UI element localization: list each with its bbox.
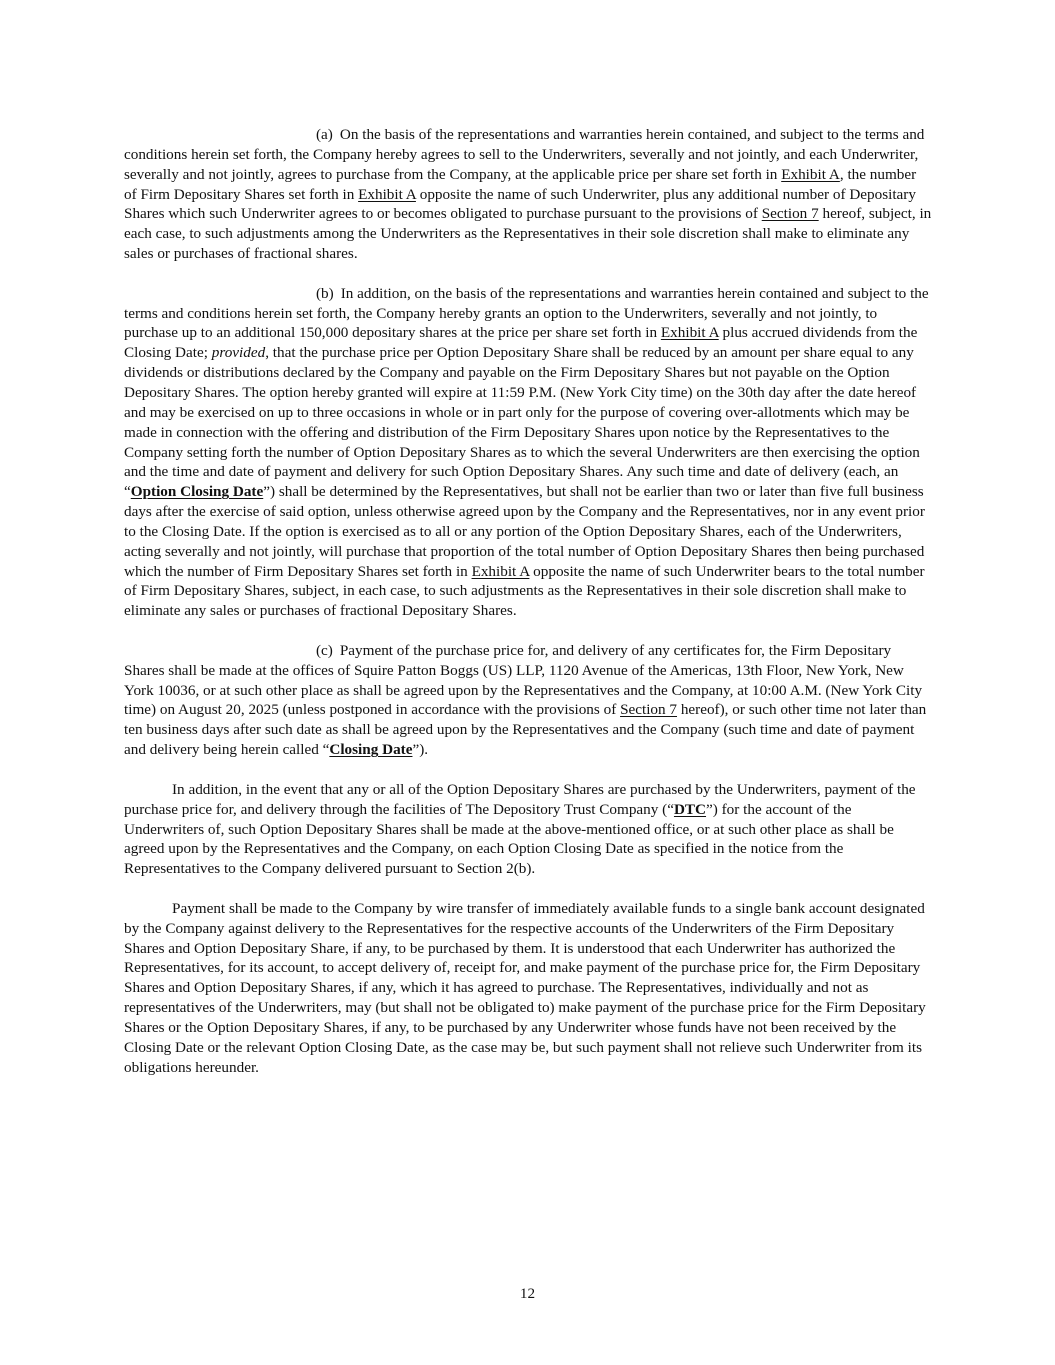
- document-page: [124, 125, 932, 1097]
- paragraph-c-label: (c): [316, 641, 333, 659]
- defined-term-option-closing-date: Option Closing Date: [130, 483, 264, 501]
- paragraph-b-text-5: opposite the name of such Underwriter bears to the total number of Firm Depositary Shares, subject, in each case, to such adjustments as the Representatives in their sole discretion shall make to eliminate any sales or purchases of fractional Depositary Shares.: [124, 562, 925, 620]
- paragraph-a-label: (a): [316, 126, 333, 143]
- section-7-reference: Section 7: [761, 205, 819, 223]
- section-7-reference: Section 7: [620, 701, 678, 719]
- paragraph-d-text-2: ”) for the account of the Underwriters of, such Option Depositary Shares shall be made at the above-mentioned office, or at such other place as shall be agreed upon by the Representatives and the Company, on each Option Closing Date as specified in the notice from the Representatives to the Company delivered pursuant to Section 2(b).: [124, 800, 894, 878]
- paragraph-c: [124, 641, 932, 760]
- paragraph-c-text-3: ”).: [412, 741, 429, 759]
- paragraph-option-delivery: [124, 780, 932, 879]
- paragraph-d-text-1: In addition, in the event that any or all of the Option Depositary Shares are purchased by the Underwriters, payment of the purchase price for, and delivery through the facilities of The Depository Trust Company (“: [124, 780, 916, 818]
- paragraph-a-text-4: hereof, subject, in each case, to such adjustments among the Underwriters as the Representatives in their sole discretion shall make to eliminate any sales or purchases of fractional shares.: [124, 205, 932, 263]
- paragraph-b-text-4: ”) shall be determined by the Representatives, but shall not be earlier than two or later than five full business days after the exercise of said option, unless otherwise agreed upon by the Company and the Representatives, nor in any event prior to the Closing Date. If the option is exercised as to all or any portion of the Option Depositary Shares, each of the Underwriters, acting severally and not jointly, will purchase that proportion of the total number of Option Depositary Shares then being purchased which the number of Firm Depositary Shares set forth in: [124, 483, 925, 580]
- paragraph-c-text-2: hereof), or such other time not later than ten business days after such date as shall be agreed upon by the Representatives and the Company (such time and date of payment and delivery being herein called “: [124, 701, 927, 759]
- exhibit-a-reference: Exhibit A: [781, 165, 840, 183]
- exhibit-a-reference: Exhibit A: [471, 562, 530, 580]
- paragraph-e-text-1: Payment shall be made to the Company by wire transfer of immediately available funds to a single bank account designated by the Company against delivery to the Representatives for the respective accounts of the Underwriters of the Firm Depositary Shares and Option Depositary Share, if any, to be purchased by them. It is understood that each Underwriter has authorized the Representatives, for its account, to accept delivery of, receipt for, and make payment of the purchase price for, the Firm Depositary Shares and Option Depositary Shares, if any, which it has agreed to purchase. The Representatives, individually and not as representatives of the Underwriters, may (but shall not be obligated to) make payment of the purchase price for the Firm Depositary Shares or the Option Depositary Shares, if any, to be purchased by any Underwriter whose funds have not been received by the Closing Date or the relevant Option Closing Date, as the case may be, but such payment shall not relieve such Underwriter from its obligations hereunder.: [124, 899, 926, 1076]
- paragraph-a-text-2: , the number of Firm Depositary Shares set forth in: [124, 165, 917, 203]
- paragraph-b-text-3: , that the purchase price per Option Depositary Share shall be reduced by an amount per share equal to any dividends or distributions declared by the Company and payable on the Firm Depositary Shares but not payable on the Option Depositary Shares. The option hereby granted will expire at 11:59 P.M. (New York City time) on the 30th day after the date hereof and may be exercised on up to three occasions in whole or in part only for the purpose of covering over-allotments which may be made in connection with the offering and distribution of the Firm Depositary Shares upon notice by the Representatives to the Company setting forth the number of Option Depositary Shares as to which the several Underwriters are then exercising the option and the time and date of payment and delivery for such Option Depositary Shares. Any such time and date of delivery (each, an “: [124, 344, 920, 501]
- exhibit-a-reference: Exhibit A: [358, 185, 416, 203]
- paragraph-b-text-1: In addition, on the basis of the representations and warranties herein contained and subject to the terms and conditions herein set forth, the Company hereby grants an option to the Underwriters, severally and not jointly, to purchase up to an additional 150,000 depositary shares at the price per share set forth in: [124, 284, 929, 342]
- exhibit-a-reference: Exhibit A: [660, 324, 719, 342]
- paragraph-a-text-3: opposite the name of such Underwriter, plus any additional number of Depositary Shares which such Underwriter agrees to or becomes obligated to purchase pursuant to the provisions of: [124, 185, 916, 223]
- paragraph-payment: [124, 899, 932, 1078]
- paragraph-b-label: (b): [316, 284, 334, 302]
- paragraph-a-text-1: On the basis of the representations and warranties herein contained, and subject to the terms and conditions herein set forth, the Company hereby agrees to sell to the Underwriters, severally and not jointly, and each Underwriter, severally and not jointly, agrees to purchase from the Company, at the applicable price per share set forth in: [124, 126, 925, 183]
- paragraph-c-text-1: Payment of the purchase price for, and delivery of any certificates for, the Firm Depositary Shares shall be made at the offices of Squire Patton Boggs (US) LLP, 1120 Avenue of the Americas, 13th Floor, New York, New York 10036, or at such other place as shall be agreed upon by the Representatives and the Company, at 10:00 A.M. (New York City time) on August 20, 2025 (unless postponed in accordance with the provisions of: [124, 641, 923, 719]
- defined-term-dtc: DTC: [673, 800, 707, 818]
- page-number: 12: [519, 1285, 536, 1302]
- defined-term-closing-date: Closing Date: [329, 741, 413, 759]
- paragraph-b-text-2: plus accrued dividends from the Closing Date;: [124, 324, 918, 362]
- paragraph-b: [124, 284, 932, 621]
- paragraph-a: [124, 125, 932, 264]
- provided-italic: provided: [211, 344, 266, 362]
